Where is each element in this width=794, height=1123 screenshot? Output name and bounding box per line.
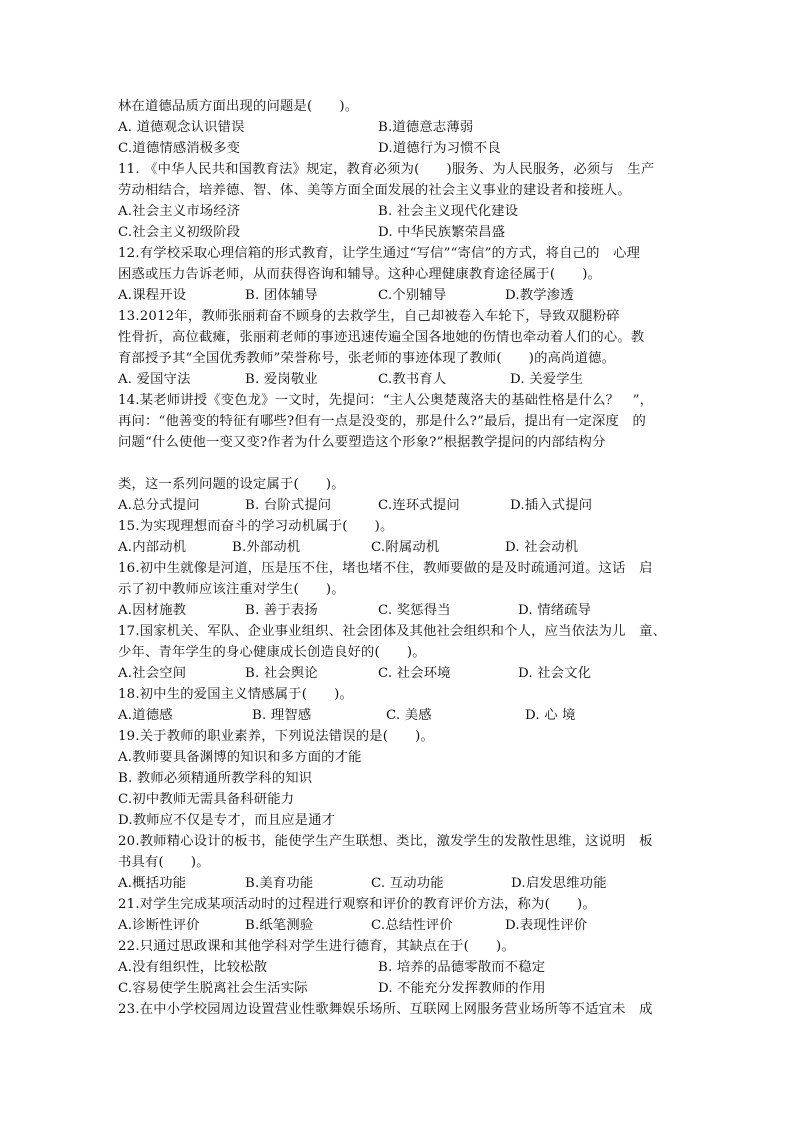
question-10-tail: 林在道德品质方面出现的问题是( )。 <box>118 99 359 114</box>
option-a: A.概括功能 <box>118 876 187 891</box>
option-c: C.教书育人 <box>378 372 447 387</box>
question-23: 23.在中小学校园周边设置营业性歌舞娱乐场所、互联网上网服务营业场所等不适宜未 成 <box>118 1002 653 1017</box>
option-b: B.外部动机 <box>232 540 301 555</box>
option-c: C.连环式提问 <box>378 498 460 513</box>
option-a: A.内部动机 <box>118 540 187 555</box>
option-b: B. 教师必须精通所教学科的知识 <box>118 771 313 786</box>
option-a: A.诊断性评价 <box>118 918 200 933</box>
option-a: A.教师要具备渊博的知识和多方面的才能 <box>118 750 362 765</box>
option-d: D. 不能充分发挥教师的作用 <box>378 981 546 996</box>
option-a: A.社会主义市场经济 <box>118 204 241 219</box>
option-d: D. 心 境 <box>525 708 576 723</box>
question-17-cont: 少年、青年学生的身心健康成长创造良好的( )。 <box>118 645 426 660</box>
option-d: D. 社会文化 <box>518 666 592 681</box>
option-b: B. 社会主义现代化建设 <box>378 204 519 219</box>
option-c: C.附属动机 <box>371 540 440 555</box>
question-12-cont: 困惑或压力告诉老师，从而获得咨询和辅导。这种心理健康教育途径属于( )。 <box>118 267 602 282</box>
option-d: D.表现性评价 <box>505 918 588 933</box>
question-16: 16.初中生就像是河道，压是压不住，堵也堵不住，教师要做的是及时疏通河道。这话 启 <box>118 561 653 576</box>
question-11: 11. 《中华人民共和国教育法》规定，教育必须为( )服务、为人民服务，必须与 生产 <box>118 162 655 177</box>
question-15: 15.为实现理想而奋斗的学习动机属于( )。 <box>118 519 394 534</box>
question-11-cont: 劳动相结合，培养德、智、体、美等方面全面发展的社会主义事业的建设者和接班人。 <box>118 183 631 198</box>
option-a: A.社会空间 <box>118 666 187 681</box>
question-16-cont: 示了初中教师应该注重对学生( )。 <box>118 582 345 597</box>
question-19: 19.关于教师的职业素养，下列说法错误的是( )。 <box>118 729 434 744</box>
option-d: D.教学渗透 <box>505 288 574 303</box>
option-a: A.没有组织性，比较松散 <box>118 960 268 975</box>
question-12: 12.有学校采取心理信箱的形式教育，让学生通过“写信”“寄信”的方式，将自己的 心理 <box>118 246 641 261</box>
option-b: B. 爱岗敬业 <box>245 372 318 387</box>
option-c: C.初中教师无需具备科研能力 <box>118 792 295 807</box>
option-c: C.社会主义初级阶段 <box>118 225 241 240</box>
option-a: A.总分式提问 <box>118 498 200 513</box>
question-14-cont: 类，这一系列问题的设定属于( )。 <box>118 477 345 492</box>
option-c: C.道德情感消极多变 <box>118 141 241 156</box>
option-b: B. 善于表扬 <box>245 603 318 618</box>
option-d: D. 情绪疏导 <box>518 603 592 618</box>
question-14-cont: 再问：“他善变的特征有哪些?但有一点是没变的，那是什么?”最后，提出有一定深度 的 <box>118 414 647 429</box>
option-d: D. 中华民族繁荣昌盛 <box>378 225 506 240</box>
option-b: B. 团体辅导 <box>245 288 318 303</box>
option-c: C. 美感 <box>386 708 432 723</box>
option-b: B. 社会舆论 <box>245 666 318 681</box>
option-c: C. 社会环境 <box>378 666 451 681</box>
option-a: A.课程开设 <box>118 288 187 303</box>
option-c: C.容易使学生脱离社会生活实际 <box>118 981 308 996</box>
option-d: D. 关爱学生 <box>510 372 584 387</box>
option-a: A.道德感 <box>118 708 173 723</box>
option-b: B.道德意志薄弱 <box>378 120 474 135</box>
question-14-cont: 问题“什么使他一变又变?作者为什么要塑造这个形象?”根据教学提问的内部结构分 <box>118 435 606 450</box>
question-14: 14.某老师讲授《变色龙》一文时，先提问：“主人公奥楚蔑洛夫的基础性格是什么？ ”， <box>118 393 654 408</box>
question-17: 17.国家机关、军队、企业事业组织、社会团体及其他社会组织和个人，应当依法为儿 童、 <box>118 624 667 639</box>
option-b: B.纸笔测验 <box>245 918 314 933</box>
question-20: 20.教师精心设计的板书，能使学生产生联想、类比，激发学生的发散性思维，这说明 板 <box>118 834 653 849</box>
question-13-cont: 性骨折，高位截瘫，张丽莉老师的事迹迅速传遍全国各地她的伤情也牵动着人们的心。教 <box>118 330 645 345</box>
question-13-cont: 育部授予其“全国优秀教师”荣誉称号，张老师的事迹体现了教师( )的高尚道德。 <box>118 351 616 366</box>
question-18: 18.初中生的爱国主义情感属于( )。 <box>118 687 353 702</box>
question-13: 13.2012年，教师张丽莉奋不顾身的去救学生，自己却被卷入车轮下，导致双腿粉碎 <box>118 309 620 324</box>
option-a: A.因材施教 <box>118 603 187 618</box>
option-d: D. 社会动机 <box>505 540 579 555</box>
option-b: B. 培养的品德零散而不稳定 <box>378 960 546 975</box>
option-d: D.启发思维功能 <box>511 876 607 891</box>
option-c: C. 奖惩得当 <box>378 603 451 618</box>
question-22: 22.只通过思政课和其他学科对学生进行德育，其缺点在于( )。 <box>118 939 515 954</box>
question-21: 21.对学生完成某项活动时的过程进行观察和评价的教育评价方法，称为( )。 <box>118 897 596 912</box>
option-a: A. 爱国守法 <box>118 372 191 387</box>
option-c: C. 互动功能 <box>371 876 444 891</box>
option-a: A. 道德观念认识错误 <box>118 120 245 135</box>
option-b: B.美育功能 <box>245 876 314 891</box>
question-20-cont: 书具有( )。 <box>118 855 210 870</box>
option-d: D.教师应不仅是专才，而且应是通才 <box>118 813 336 828</box>
option-b: B. 理智感 <box>252 708 312 723</box>
option-c: C.总结性评价 <box>371 918 453 933</box>
option-d: D.插入式提问 <box>510 498 593 513</box>
option-c: C.个别辅导 <box>378 288 447 303</box>
option-b: B. 台阶式提问 <box>245 498 332 513</box>
option-d: D.道德行为习惯不良 <box>378 141 501 156</box>
